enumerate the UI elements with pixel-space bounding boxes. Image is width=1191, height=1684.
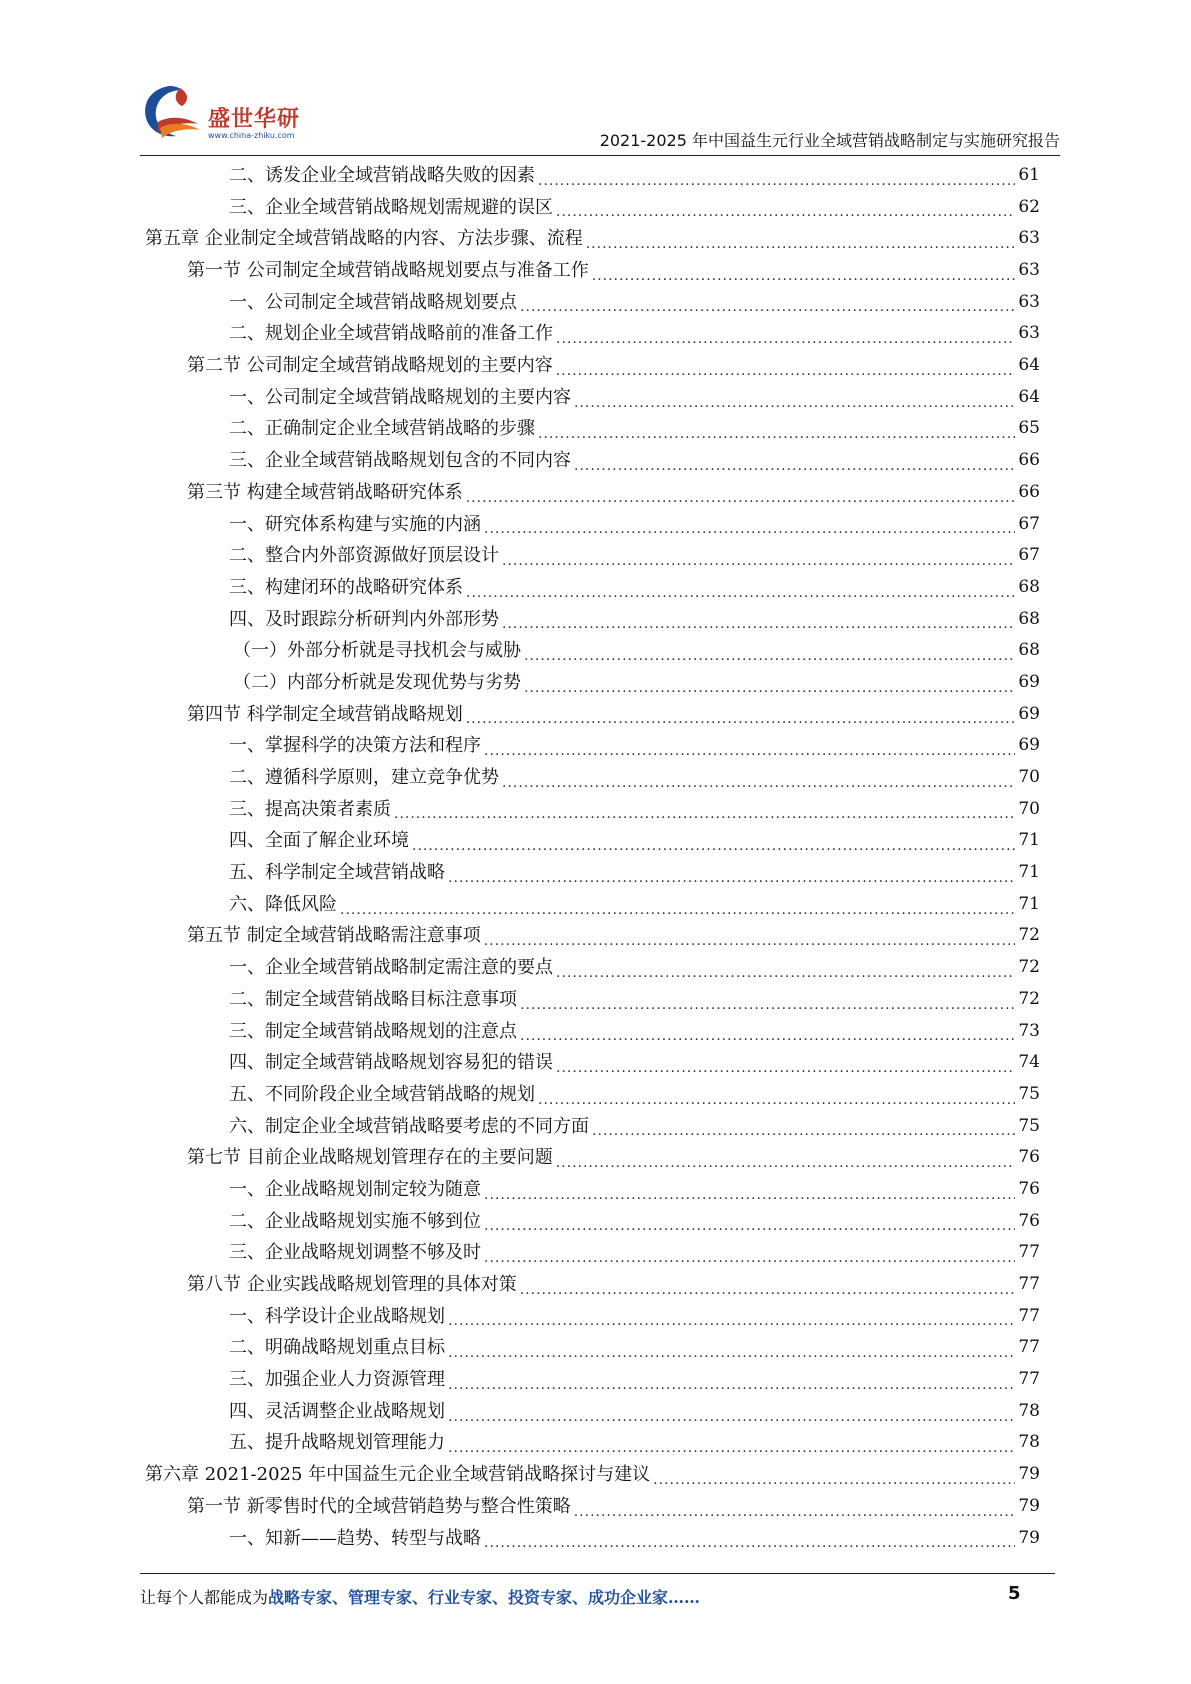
toc-entry-title: 三、企业战略规划调整不够及时 [229, 1242, 481, 1264]
toc-entry-title: 三、提高决策者素质 [229, 798, 391, 820]
toc-entry-page: 70 [1018, 767, 1040, 788]
toc-entry-title: 一、科学设计企业战略规划 [229, 1305, 445, 1327]
toc-entry-page: 79 [1018, 1495, 1040, 1516]
toc-entry[interactable] [145, 635, 1040, 667]
toc-entry[interactable] [145, 1301, 1040, 1333]
toc-leader-dots [448, 867, 1015, 889]
toc-entry-title: 三、构建闭环的战略研究体系 [229, 576, 463, 598]
toc-entry[interactable] [145, 794, 1040, 826]
toc-entry[interactable] [145, 160, 1040, 192]
toc-entry-title: 五、提升战略规划管理能力 [229, 1432, 445, 1454]
toc-entry-page: 68 [1018, 640, 1040, 661]
toc-leader-dots [556, 328, 1015, 350]
toc-entry-page: 75 [1018, 1115, 1040, 1136]
header-divider [140, 155, 1060, 156]
toc-entry[interactable] [145, 604, 1040, 636]
toc-entry-page: 67 [1018, 545, 1040, 566]
toc-entry-title: 三、加强企业人力资源管理 [229, 1369, 445, 1391]
toc-leader-dots [524, 645, 1015, 667]
table-of-contents [145, 160, 1040, 1554]
toc-entry-title: 一、公司制定全域营销战略规划要点 [229, 291, 517, 313]
toc-entry[interactable] [145, 540, 1040, 572]
toc-entry-page: 78 [1018, 1400, 1040, 1421]
toc-leader-dots [448, 1406, 1015, 1428]
toc-entry-page: 76 [1018, 1178, 1040, 1199]
toc-leader-dots [448, 1374, 1015, 1396]
toc-leader-dots [556, 1057, 1015, 1079]
toc-entry-page: 75 [1018, 1083, 1040, 1104]
toc-entry-title: 一、研究体系构建与实施的内涵 [229, 513, 481, 535]
toc-entry-page: 63 [1018, 291, 1040, 312]
toc-entry-page: 77 [1018, 1369, 1040, 1390]
toc-entry-title: 第四节 科学制定全域营销战略规划 [187, 703, 463, 725]
toc-leader-dots [556, 360, 1016, 382]
toc-entry[interactable] [145, 762, 1040, 794]
toc-entry-title: 第一节 公司制定全域营销战略规划要点与准备工作 [187, 260, 589, 282]
toc-entry[interactable] [145, 730, 1040, 762]
toc-entry-title: 第三节 构建全域营销战略研究体系 [187, 481, 463, 503]
toc-entry[interactable] [145, 382, 1040, 414]
toc-entry-title: 第二节 公司制定全域营销战略规划的主要内容 [187, 355, 553, 377]
toc-entry-page: 79 [1018, 1527, 1040, 1548]
toc-entry[interactable] [145, 318, 1040, 350]
toc-entry-title: 二、诱发企业全域营销战略失败的因素 [229, 164, 535, 186]
toc-entry[interactable] [145, 1047, 1040, 1079]
toc-entry-page: 79 [1018, 1464, 1040, 1485]
toc-entry-title: 第五章 企业制定全域营销战略的内容、方法步骤、流程 [145, 228, 583, 250]
toc-leader-dots [484, 518, 1015, 540]
toc-entry-title: 四、全面了解企业环境 [229, 830, 409, 852]
toc-entry-title: 四、制定全域营销战略规划容易犯的错误 [229, 1052, 553, 1074]
toc-leader-dots [574, 1501, 1016, 1523]
toc-entry-title: 第七节 目前企业战略规划管理存在的主要问题 [187, 1147, 553, 1169]
toc-leader-dots [484, 930, 1016, 952]
toc-leader-dots [466, 582, 1015, 604]
toc-leader-dots [448, 1342, 1015, 1364]
toc-entry-title: 二、正确制定企业全域营销战略的步骤 [229, 418, 535, 440]
toc-entry-page: 63 [1018, 260, 1040, 281]
logo-emblem-icon [140, 80, 210, 142]
toc-leader-dots [538, 1089, 1015, 1111]
slogan-prefix: 让每个人都能成为 [140, 1588, 269, 1607]
toc-leader-dots [448, 1437, 1015, 1459]
toc-entry[interactable] [145, 921, 1040, 953]
toc-entry[interactable] [145, 1079, 1040, 1111]
toc-leader-dots [484, 1532, 1015, 1554]
toc-entry-page: 61 [1018, 164, 1040, 185]
toc-entry[interactable] [145, 952, 1040, 984]
toc-entry-page: 74 [1018, 1052, 1040, 1073]
toc-leader-dots [412, 835, 1015, 857]
toc-entry-title: 四、及时跟踪分析研判内外部形势 [229, 608, 499, 630]
toc-entry-title: 一、企业全域营销战略制定需注意的要点 [229, 957, 553, 979]
toc-leader-dots [484, 1247, 1015, 1269]
brand-name: 盛世华研 [208, 107, 301, 132]
toc-leader-dots [448, 1310, 1015, 1332]
toc-entry-page: 77 [1018, 1337, 1040, 1358]
toc-entry-title: 二、明确战略规划重点目标 [229, 1337, 445, 1359]
brand-url: www.china-zhiku.com [208, 131, 295, 140]
toc-entry-page: 63 [1018, 323, 1040, 344]
toc-entry[interactable] [145, 1428, 1040, 1460]
toc-entry-page: 68 [1018, 576, 1040, 597]
toc-entry[interactable] [145, 667, 1040, 699]
toc-entry-title: 第一节 新零售时代的全域营销趋势与整合性策略 [187, 1495, 571, 1517]
slogan-highlight: 战略专家、管理专家、行业专家、投资专家、成功企业家…… [268, 1588, 701, 1607]
toc-leader-dots [466, 708, 1016, 730]
toc-entry-title: 六、降低风险 [229, 893, 337, 915]
toc-entry-title: 一、掌握科学的决策方法和程序 [229, 735, 481, 757]
toc-leader-dots [394, 803, 1015, 825]
toc-entry[interactable] [145, 984, 1040, 1016]
toc-leader-dots [340, 899, 1015, 921]
toc-entry[interactable] [145, 1111, 1040, 1143]
report-title: 2021-2025 年中国益生元行业全域营销战略制定与实施研究报告 [599, 131, 1060, 150]
toc-leader-dots [538, 170, 1015, 192]
toc-leader-dots [502, 550, 1015, 572]
toc-leader-dots [484, 1215, 1015, 1237]
toc-entry-title: 三、制定全域营销战略规划的注意点 [229, 1020, 517, 1042]
toc-entry-title: （一）外部分析就是寻找机会与威胁 [233, 640, 521, 662]
toc-entry-page: 72 [1018, 925, 1040, 946]
toc-entry-page: 77 [1018, 1305, 1040, 1326]
toc-leader-dots [484, 1184, 1015, 1206]
toc-entry-title: 二、遵循科学原则，建立竞争优势 [229, 767, 499, 789]
toc-leader-dots [502, 772, 1015, 794]
toc-leader-dots [466, 487, 1016, 509]
toc-leader-dots [502, 613, 1015, 635]
footer-divider [140, 1573, 1055, 1574]
toc-entry[interactable] [145, 445, 1040, 477]
toc-entry-page: 69 [1018, 703, 1040, 724]
toc-entry-title: 四、灵活调整企业战略规划 [229, 1400, 445, 1422]
toc-entry-page: 72 [1018, 988, 1040, 1009]
toc-entry[interactable] [145, 255, 1040, 287]
toc-leader-dots [520, 1025, 1015, 1047]
page-number: 5 [1008, 1583, 1021, 1604]
toc-entry-title: 五、科学制定全域营销战略 [229, 862, 445, 884]
toc-entry-title: 第六章 2021-2025 年中国益生元企业全域营销战略探讨与建议 [145, 1464, 651, 1486]
toc-entry[interactable] [145, 1332, 1040, 1364]
toc-entry-page: 72 [1018, 957, 1040, 978]
toc-entry[interactable] [145, 1237, 1040, 1269]
toc-entry[interactable] [145, 1364, 1040, 1396]
toc-entry-page: 70 [1018, 798, 1040, 819]
toc-entry-page: 66 [1018, 450, 1040, 471]
toc-entry[interactable] [145, 1269, 1040, 1301]
toc-entry-page: 62 [1018, 196, 1040, 217]
toc-entry-page: 77 [1018, 1274, 1040, 1295]
toc-entry[interactable] [145, 287, 1040, 319]
footer-slogan [140, 1585, 700, 1608]
toc-entry-page: 65 [1018, 418, 1040, 439]
toc-entry[interactable] [145, 414, 1040, 446]
toc-entry[interactable] [145, 509, 1040, 541]
toc-entry-title: 六、制定企业全域营销战略要考虑的不同方面 [229, 1115, 589, 1137]
toc-entry-title: （二）内部分析就是发现优势与劣势 [233, 671, 521, 693]
toc-entry[interactable] [145, 1491, 1040, 1523]
toc-leader-dots [586, 233, 1016, 255]
toc-entry-title: 三、企业全域营销战略规划包含的不同内容 [229, 450, 571, 472]
toc-entry[interactable] [145, 857, 1040, 889]
toc-entry[interactable] [145, 1174, 1040, 1206]
toc-leader-dots [556, 201, 1015, 223]
toc-entry-title: 二、制定全域营销战略目标注意事项 [229, 988, 517, 1010]
toc-entry-title: 二、规划企业全域营销战略前的准备工作 [229, 323, 553, 345]
toc-leader-dots [520, 994, 1015, 1016]
toc-leader-dots [592, 265, 1016, 287]
toc-entry-title: 五、不同阶段企业全域营销战略的规划 [229, 1083, 535, 1105]
toc-entry[interactable] [145, 1396, 1040, 1428]
toc-leader-dots [520, 1279, 1016, 1301]
toc-leader-dots [556, 962, 1015, 984]
toc-entry-title: 第八节 企业实践战略规划管理的具体对策 [187, 1274, 517, 1296]
toc-entry-page: 71 [1018, 893, 1040, 914]
toc-entry[interactable] [145, 1523, 1040, 1555]
toc-leader-dots [520, 296, 1015, 318]
toc-entry[interactable] [145, 477, 1040, 509]
toc-entry-title: 一、企业战略规划制定较为随意 [229, 1178, 481, 1200]
toc-leader-dots [538, 423, 1015, 445]
toc-leader-dots [592, 1120, 1015, 1142]
toc-entry[interactable] [145, 223, 1040, 255]
toc-leader-dots [484, 740, 1015, 762]
toc-entry[interactable] [145, 350, 1040, 382]
toc-entry-page: 73 [1018, 1020, 1040, 1041]
toc-entry-title: 第五节 制定全域营销战略需注意事项 [187, 925, 481, 947]
toc-entry-page: 66 [1018, 481, 1040, 502]
toc-entry[interactable] [145, 1206, 1040, 1238]
toc-entry[interactable] [145, 825, 1040, 857]
toc-entry-page: 69 [1018, 735, 1040, 756]
toc-entry-page: 71 [1018, 862, 1040, 883]
toc-leader-dots [653, 1469, 1015, 1491]
toc-leader-dots [524, 677, 1015, 699]
toc-entry[interactable] [145, 699, 1040, 731]
toc-entry-page: 64 [1018, 386, 1040, 407]
toc-entry-title: 三、企业全域营销战略规划需规避的误区 [229, 196, 553, 218]
toc-leader-dots [574, 455, 1015, 477]
toc-entry-page: 78 [1018, 1432, 1040, 1453]
toc-entry-page: 68 [1018, 608, 1040, 629]
toc-entry[interactable] [145, 1142, 1040, 1174]
toc-entry-page: 71 [1018, 830, 1040, 851]
toc-entry-page: 67 [1018, 513, 1040, 534]
toc-entry[interactable] [145, 889, 1040, 921]
brand-logo [140, 80, 310, 146]
toc-entry[interactable] [145, 572, 1040, 604]
toc-leader-dots [574, 392, 1015, 414]
toc-entry-page: 77 [1018, 1242, 1040, 1263]
toc-entry-title: 二、企业战略规划实施不够到位 [229, 1210, 481, 1232]
toc-entry-page: 63 [1018, 228, 1040, 249]
toc-entry-title: 一、知新——趋势、转型与战略 [229, 1527, 481, 1549]
toc-entry[interactable] [145, 1459, 1040, 1491]
toc-entry-page: 64 [1018, 355, 1040, 376]
toc-entry-page: 76 [1018, 1210, 1040, 1231]
page-header [140, 80, 1060, 154]
toc-leader-dots [556, 1152, 1016, 1174]
toc-entry-title: 二、整合内外部资源做好顶层设计 [229, 545, 499, 567]
toc-entry-page: 69 [1018, 671, 1040, 692]
toc-entry-title: 一、公司制定全域营销战略规划的主要内容 [229, 386, 571, 408]
toc-entry-page: 76 [1018, 1147, 1040, 1168]
toc-entry[interactable] [145, 1016, 1040, 1048]
toc-entry[interactable] [145, 192, 1040, 224]
